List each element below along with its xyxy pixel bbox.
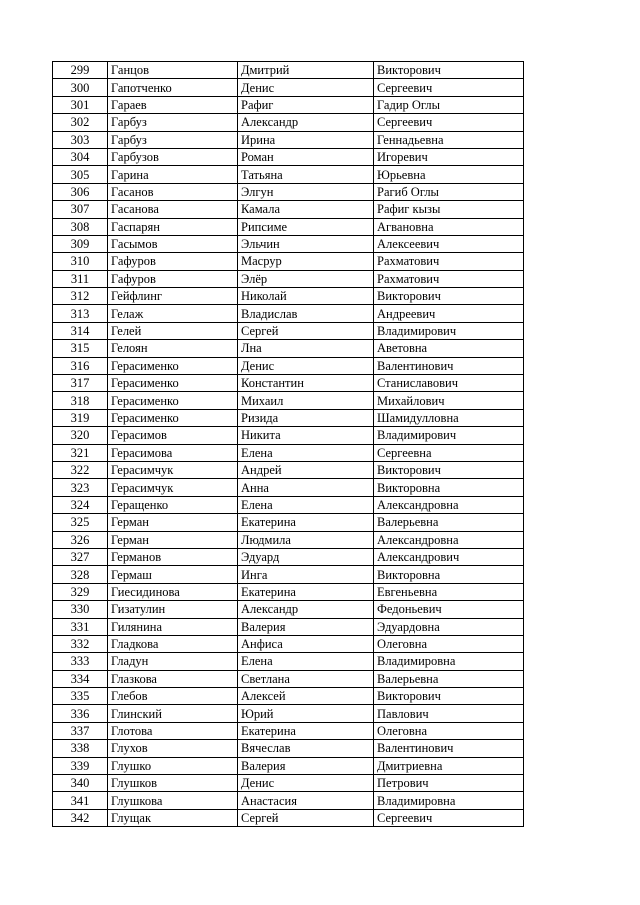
first-name-cell: Светлана [238,670,374,687]
surname-cell: Герман [108,531,238,548]
table-row [53,375,524,392]
table-row [53,79,524,96]
surname-cell: Гиесидинова [108,583,238,600]
surname-cell: Германов [108,548,238,565]
table-row [53,305,524,322]
table-row [53,688,524,705]
table-row [53,653,524,670]
row-number: 321 [53,444,108,461]
first-name-cell: Валерия [238,618,374,635]
table-row [53,148,524,165]
surname-cell: Гафуров [108,253,238,270]
first-name-cell: Александр [238,114,374,131]
surname-cell: Глухов [108,740,238,757]
patronymic-cell: Геннадьевна [374,131,524,148]
first-name-cell: Денис [238,79,374,96]
table-row [53,322,524,339]
patronymic-cell: Сергеевич [374,79,524,96]
row-number: 323 [53,479,108,496]
row-number: 342 [53,809,108,826]
patronymic-cell: Рахматович [374,253,524,270]
first-name-cell: Екатерина [238,722,374,739]
first-name-cell: Юрий [238,705,374,722]
patronymic-cell: Владимирович [374,427,524,444]
surname-cell: Гейфлинг [108,288,238,305]
first-name-cell: Дмитрий [238,62,374,79]
first-name-cell: Денис [238,775,374,792]
surname-cell: Герасименко [108,375,238,392]
row-number: 339 [53,757,108,774]
row-number: 332 [53,635,108,652]
first-name-cell: Элгун [238,183,374,200]
table-row [53,235,524,252]
surname-cell: Гелаж [108,305,238,322]
row-number: 336 [53,705,108,722]
table-row [53,531,524,548]
patronymic-cell: Петрович [374,775,524,792]
surname-cell: Гермаш [108,566,238,583]
first-name-cell: Анфиса [238,635,374,652]
table-row [53,270,524,287]
first-name-cell: Екатерина [238,583,374,600]
first-name-cell: Михаил [238,392,374,409]
surname-cell: Гарина [108,166,238,183]
surname-cell: Гарбузов [108,148,238,165]
row-number: 328 [53,566,108,583]
table-row [53,722,524,739]
first-name-cell: Масрур [238,253,374,270]
row-number: 318 [53,392,108,409]
patronymic-cell: Валерьевна [374,514,524,531]
first-name-cell: Елена [238,653,374,670]
table-row [53,757,524,774]
table-row [53,183,524,200]
first-name-cell: Сергей [238,322,374,339]
patronymic-cell: Валентинович [374,740,524,757]
table-row [53,792,524,809]
first-name-cell: Екатерина [238,514,374,531]
surname-cell: Глинский [108,705,238,722]
patronymic-cell: Игоревич [374,148,524,165]
table-row [53,288,524,305]
row-number: 325 [53,514,108,531]
row-number: 319 [53,409,108,426]
first-name-cell: Роман [238,148,374,165]
first-name-cell: Вячеслав [238,740,374,757]
surname-cell: Глушков [108,775,238,792]
row-number: 330 [53,601,108,618]
table-row [53,705,524,722]
row-number: 312 [53,288,108,305]
row-number: 307 [53,201,108,218]
patronymic-cell: Рафиг кызы [374,201,524,218]
table-row [53,635,524,652]
first-name-cell: Ризида [238,409,374,426]
patronymic-cell: Федоньевич [374,601,524,618]
patronymic-cell: Валентинович [374,357,524,374]
patronymic-cell: Викторовна [374,479,524,496]
table-row [53,461,524,478]
row-number: 302 [53,114,108,131]
names-table [52,61,524,827]
table-row [53,218,524,235]
surname-cell: Гилянина [108,618,238,635]
patronymic-cell: Викторовна [374,566,524,583]
first-name-cell: Рафиг [238,96,374,113]
row-number: 337 [53,722,108,739]
first-name-cell: Валерия [238,757,374,774]
row-number: 338 [53,740,108,757]
table-row [53,618,524,635]
first-name-cell: Инга [238,566,374,583]
table-row [53,809,524,826]
table-row [53,479,524,496]
first-name-cell: Владислав [238,305,374,322]
patronymic-cell: Викторович [374,62,524,79]
patronymic-cell: Валерьевна [374,670,524,687]
patronymic-cell: Владимировна [374,653,524,670]
patronymic-cell: Шамидулловна [374,409,524,426]
row-number: 334 [53,670,108,687]
patronymic-cell: Станиславович [374,375,524,392]
table-row [53,427,524,444]
row-number: 331 [53,618,108,635]
surname-cell: Гасымов [108,235,238,252]
row-number: 326 [53,531,108,548]
patronymic-cell: Евгеньевна [374,583,524,600]
row-number: 304 [53,148,108,165]
names-table-body [53,62,524,827]
row-number: 306 [53,183,108,200]
patronymic-cell: Олеговна [374,722,524,739]
row-number: 311 [53,270,108,287]
first-name-cell: Денис [238,357,374,374]
first-name-cell: Анастасия [238,792,374,809]
table-row [53,166,524,183]
surname-cell: Герасименко [108,392,238,409]
first-name-cell: Лна [238,340,374,357]
first-name-cell: Елена [238,496,374,513]
row-number: 329 [53,583,108,600]
surname-cell: Гелей [108,322,238,339]
surname-cell: Ганцов [108,62,238,79]
first-name-cell: Алексей [238,688,374,705]
surname-cell: Гапотченко [108,79,238,96]
patronymic-cell: Викторович [374,288,524,305]
surname-cell: Гаспарян [108,218,238,235]
row-number: 300 [53,79,108,96]
table-row [53,444,524,461]
patronymic-cell: Гадир Оглы [374,96,524,113]
surname-cell: Гасанов [108,183,238,200]
patronymic-cell: Аветовна [374,340,524,357]
patronymic-cell: Сергеевич [374,114,524,131]
first-name-cell: Александр [238,601,374,618]
first-name-cell: Никита [238,427,374,444]
surname-cell: Герасимчук [108,479,238,496]
patronymic-cell: Владимирович [374,322,524,339]
patronymic-cell: Дмитриевна [374,757,524,774]
surname-cell: Глазкова [108,670,238,687]
row-number: 341 [53,792,108,809]
patronymic-cell: Викторович [374,688,524,705]
first-name-cell: Ирина [238,131,374,148]
table-row [53,514,524,531]
patronymic-cell: Агвановна [374,218,524,235]
table-row [53,62,524,79]
surname-cell: Герасимов [108,427,238,444]
row-number: 310 [53,253,108,270]
surname-cell: Глотова [108,722,238,739]
row-number: 335 [53,688,108,705]
first-name-cell: Элёр [238,270,374,287]
first-name-cell: Николай [238,288,374,305]
table-row [53,775,524,792]
surname-cell: Герасименко [108,357,238,374]
row-number: 299 [53,62,108,79]
patronymic-cell: Эдуардовна [374,618,524,635]
surname-cell: Глебов [108,688,238,705]
table-row [53,392,524,409]
row-number: 301 [53,96,108,113]
row-number: 333 [53,653,108,670]
first-name-cell: Андрей [238,461,374,478]
surname-cell: Глушкова [108,792,238,809]
first-name-cell: Эдуард [238,548,374,565]
table-row [53,583,524,600]
patronymic-cell: Андреевич [374,305,524,322]
table-row [53,340,524,357]
row-number: 314 [53,322,108,339]
first-name-cell: Татьяна [238,166,374,183]
row-number: 308 [53,218,108,235]
surname-cell: Герасимчук [108,461,238,478]
row-number: 316 [53,357,108,374]
patronymic-cell: Михайлович [374,392,524,409]
row-number: 309 [53,235,108,252]
patronymic-cell: Олеговна [374,635,524,652]
table-row [53,96,524,113]
surname-cell: Гасанова [108,201,238,218]
table-row [53,670,524,687]
first-name-cell: Эльчин [238,235,374,252]
patronymic-cell: Рагиб Оглы [374,183,524,200]
surname-cell: Геращенко [108,496,238,513]
first-name-cell: Рипсиме [238,218,374,235]
table-row [53,409,524,426]
surname-cell: Гизатулин [108,601,238,618]
row-number: 320 [53,427,108,444]
patronymic-cell: Александровна [374,496,524,513]
first-name-cell: Константин [238,375,374,392]
table-row [53,601,524,618]
row-number: 313 [53,305,108,322]
patronymic-cell: Алексеевич [374,235,524,252]
surname-cell: Глущак [108,809,238,826]
row-number: 305 [53,166,108,183]
row-number: 317 [53,375,108,392]
surname-cell: Гарбуз [108,114,238,131]
surname-cell: Гарбуз [108,131,238,148]
table-row [53,131,524,148]
patronymic-cell: Сергеевич [374,809,524,826]
row-number: 340 [53,775,108,792]
table-row [53,740,524,757]
patronymic-cell: Александрович [374,548,524,565]
surname-cell: Гладкова [108,635,238,652]
patronymic-cell: Сергеевна [374,444,524,461]
surname-cell: Герман [108,514,238,531]
table-row [53,548,524,565]
table-row [53,201,524,218]
first-name-cell: Сергей [238,809,374,826]
first-name-cell: Камала [238,201,374,218]
patronymic-cell: Рахматович [374,270,524,287]
patronymic-cell: Павлович [374,705,524,722]
first-name-cell: Анна [238,479,374,496]
surname-cell: Гафуров [108,270,238,287]
table-row [53,253,524,270]
row-number: 315 [53,340,108,357]
surname-cell: Гелоян [108,340,238,357]
row-number: 324 [53,496,108,513]
table-row [53,114,524,131]
patronymic-cell: Юрьевна [374,166,524,183]
row-number: 327 [53,548,108,565]
surname-cell: Глушко [108,757,238,774]
first-name-cell: Людмила [238,531,374,548]
surname-cell: Герасимова [108,444,238,461]
first-name-cell: Елена [238,444,374,461]
row-number: 303 [53,131,108,148]
row-number: 322 [53,461,108,478]
table-row [53,357,524,374]
patronymic-cell: Александровна [374,531,524,548]
patronymic-cell: Владимировна [374,792,524,809]
table-row [53,566,524,583]
table-row [53,496,524,513]
surname-cell: Герасименко [108,409,238,426]
surname-cell: Гладун [108,653,238,670]
patronymic-cell: Викторович [374,461,524,478]
surname-cell: Гараев [108,96,238,113]
